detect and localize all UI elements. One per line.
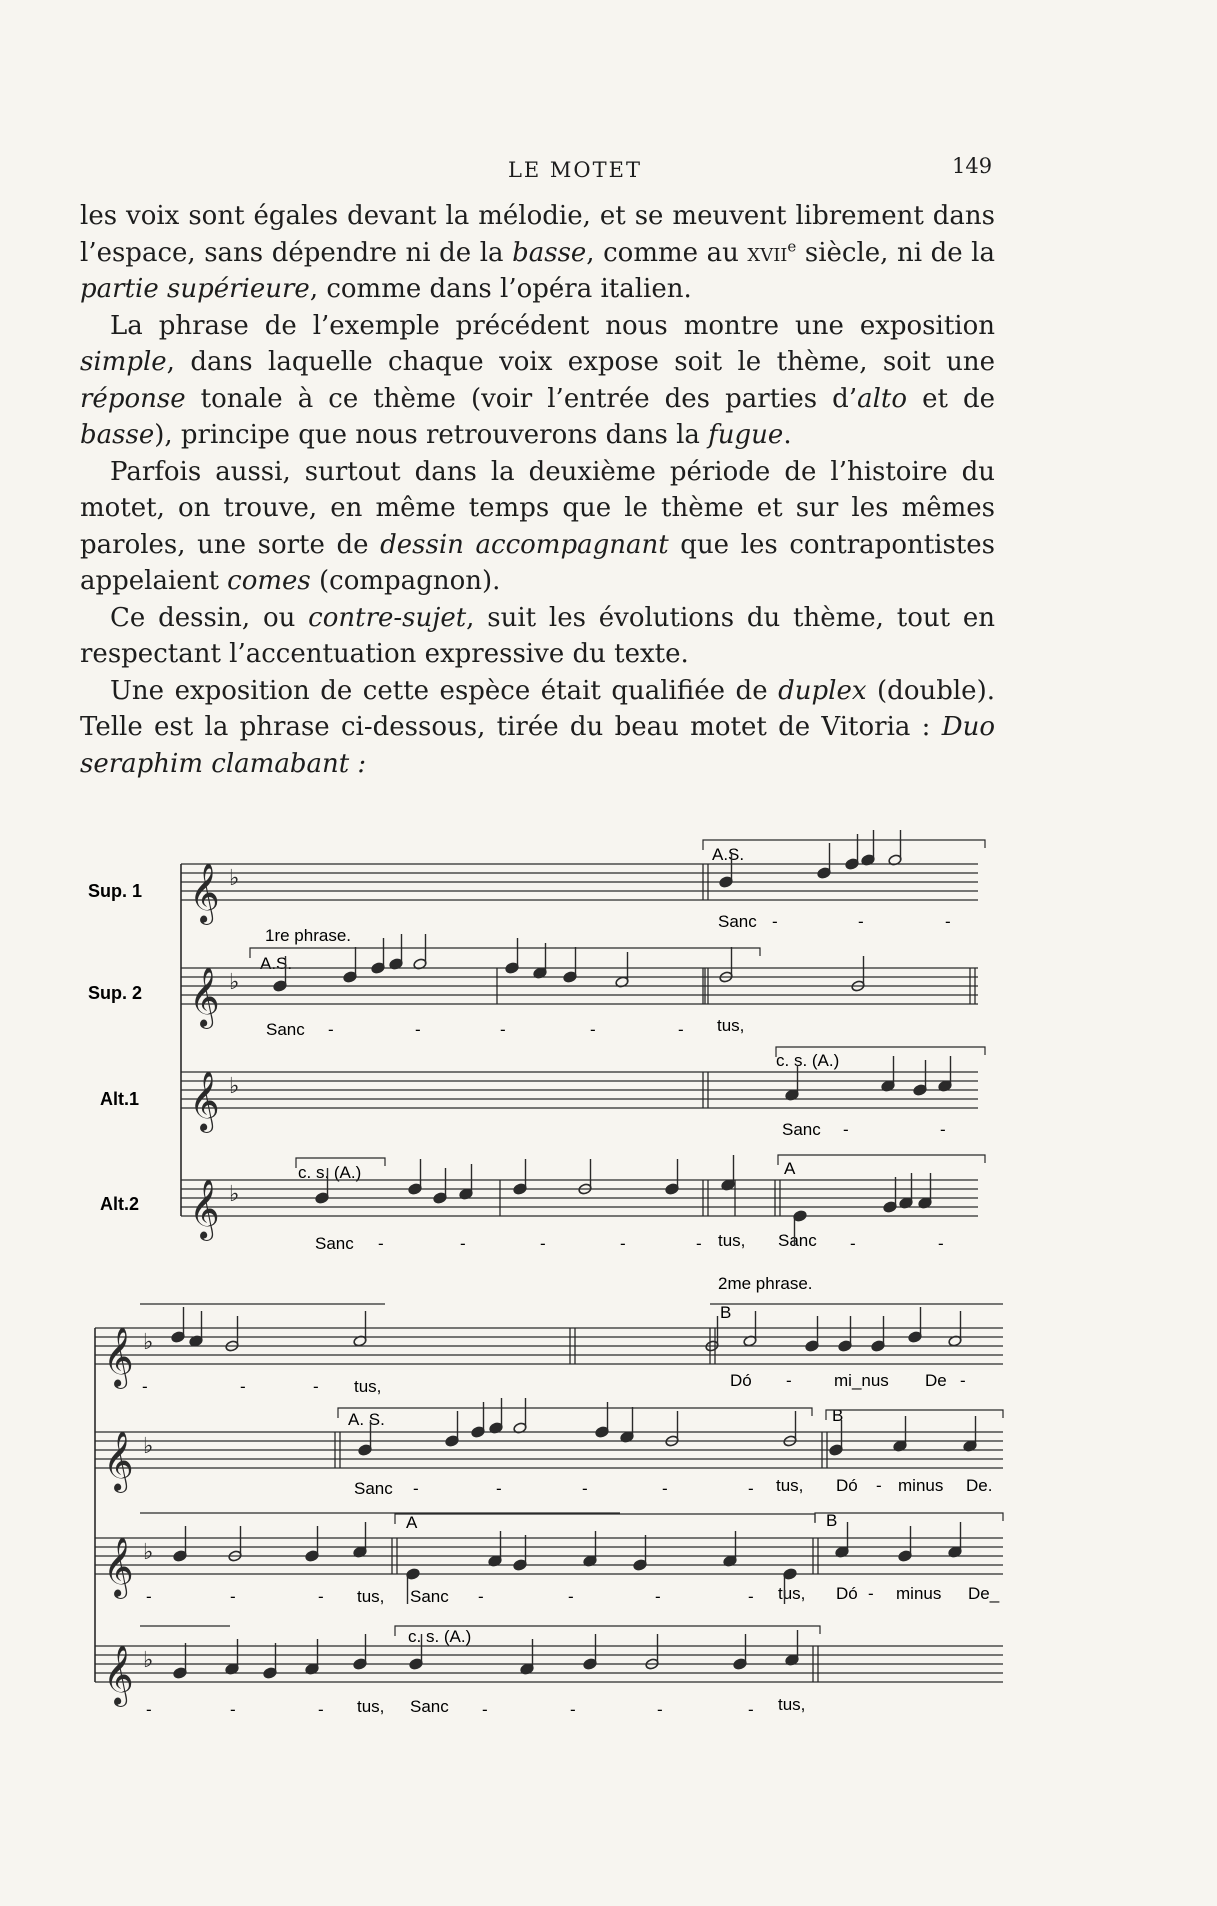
century-numeral: xvii [747,237,788,268]
lyric: - [482,1700,488,1719]
voice-label-alt1: Alt.1 [100,1089,140,1109]
lyric: - [415,1020,421,1039]
lyric: - [868,1584,874,1603]
lyric: - [582,1479,588,1498]
superscript: e [787,236,797,255]
text-run: Une exposition de cette espèce était qualifiée de [110,675,779,706]
lyric: De [925,1371,947,1390]
flat-sign: ♭ [229,970,240,995]
lyric: - [496,1479,502,1498]
italic-run: dessin accompagnant [380,529,669,560]
lyric: Dó [730,1371,752,1390]
lyric: - [378,1234,384,1253]
section-bracket [338,1408,812,1418]
lyric: - [696,1234,702,1253]
section-mark-a: A [784,1159,796,1178]
lyric: mi_nus [834,1371,889,1390]
lyric: - [772,912,778,931]
lyric: tus, [354,1377,382,1396]
italic-run: fugue [708,420,784,450]
phrase-mark-2: 2me phrase. [718,1274,813,1293]
lyric: - [850,1234,856,1253]
italic-run: simple [80,347,167,377]
section-mark-cs: c. s. (A.) [408,1627,472,1646]
lyric: - [318,1700,324,1719]
lyric: - [230,1700,236,1719]
italic-run: réponse [80,383,186,414]
flat-sign: ♭ [229,1074,240,1099]
page-number: 149 [952,154,993,178]
lyric: Sanc [778,1231,817,1250]
lyric: - [230,1587,236,1606]
flat-sign: ♭ [143,1330,154,1355]
lyric: - [662,1479,668,1498]
italic-run: partie supérieure [80,274,310,304]
lyric: - [657,1700,663,1719]
lyric: - [142,1377,148,1396]
lyric: tus, [718,1231,746,1250]
lyric: Dó [836,1476,858,1495]
treble-clef: 𝄞 [189,1071,220,1131]
flat-sign: ♭ [143,1648,154,1673]
lyric: - [540,1234,546,1253]
lyric: - [328,1020,334,1039]
treble-clef: 𝄞 [189,967,220,1027]
lyric: minus [898,1476,944,1495]
section-bracket [826,1410,1003,1420]
lyric: Sanc [315,1234,354,1253]
flat-sign: ♭ [143,1540,154,1565]
lyric: Sanc [410,1697,449,1716]
lyric: Dó [836,1584,858,1603]
phrase-mark-1: 1re phrase. [265,926,351,945]
lyric: - [500,1020,506,1039]
text-run: , comme au [586,237,748,268]
lyrics-system2-v3 [146,1584,1000,1606]
lyric: Sanc [782,1120,821,1139]
lyric: - [413,1479,419,1498]
text-run: et de [907,383,995,414]
treble-clef: 𝄞 [103,1645,134,1705]
lyric: - [313,1377,319,1396]
lyric: tus, [778,1695,806,1714]
lyric: - [843,1120,849,1139]
lyric: tus, [776,1476,804,1495]
lyric: - [748,1587,754,1606]
lyric: - [146,1700,152,1719]
italic-run: duplex [778,675,867,706]
text-run: . [783,420,792,450]
lyric: - [240,1377,246,1396]
lyrics-alt1 [782,1120,946,1139]
lyric: - [945,912,951,931]
lyrics-system2-v1 [142,1371,966,1396]
italic-run: comes [227,566,311,596]
lyric: - [460,1234,466,1253]
lyric: - [960,1371,966,1390]
lyrics-system2-v2 [354,1476,992,1498]
lyric: - [678,1020,684,1039]
italic-run: Duo seraphim clamabant : [80,712,995,779]
lyric: - [876,1476,882,1495]
treble-clef: 𝄞 [103,1537,134,1597]
lyric: De. [966,1476,993,1495]
voice-label-sup1: Sup. 1 [88,881,143,901]
italic-run: basse [80,420,155,450]
lyric: - [568,1587,574,1606]
score-drawing [95,830,1003,1707]
lyric: Sanc [718,912,757,931]
lyric: De_ [968,1584,1000,1603]
treble-clef: 𝄞 [189,863,220,923]
lyric: Sanc [410,1587,449,1606]
text-run: les voix sont égales devant la mélodie, et se meuvent librement dans l’espace, sans dépendre ni de la [80,201,995,268]
lyrics-sup1 [718,912,951,931]
section-bracket [250,948,760,958]
text-run: tonale à ce thème (voir l’entrée des parties d’ [185,383,858,414]
italic-run: contre-sujet [308,602,467,633]
lyric: tus, [778,1584,806,1603]
italic-run: alto [857,383,908,414]
section-bracket [703,840,985,850]
section-mark-b: B [720,1303,732,1322]
lyric: minus [896,1584,942,1603]
flat-sign: ♭ [143,1434,154,1459]
lyrics-system2-v4 [146,1695,805,1719]
lyric: - [748,1700,754,1719]
lyric: - [938,1234,944,1253]
text-run: , dans laquelle chaque voix expose soit le thème, soit une [166,347,995,377]
text-run: ), principe que nous retrouverons dans la [154,420,709,450]
lyric: - [786,1371,792,1390]
lyric: - [570,1700,576,1719]
lyric: - [318,1587,324,1606]
treble-clef: 𝄞 [103,1327,134,1387]
section-mark-cs: c. s. (A.) [776,1051,840,1070]
section-mark-as: A. S. [348,1410,385,1429]
lyrics-sup2 [266,1016,744,1039]
lyric: - [146,1587,152,1606]
text-run: que les contrapontistes appelaient [80,529,995,596]
italic-run: basse [512,237,587,268]
text-run: , comme dans l’opéra italien. [309,274,692,304]
lyric: - [748,1479,754,1498]
flat-sign: ♭ [229,1182,240,1207]
running-title: LE MOTET [507,158,642,182]
lyrics-alt2 [315,1231,944,1253]
text-run: Ce dessin, ou [110,602,309,633]
section-bracket [778,1155,985,1165]
lyric: tus, [357,1587,385,1606]
text-run: Parfois aussi, surtout dans la deuxième période de l’histoire du motet, on trouve, en même temps que le thème et sur les mêmes paroles, une sorte de [80,456,995,560]
voice-label-alt2: Alt.2 [100,1194,140,1214]
lyric: Sanc [266,1020,305,1039]
flat-sign: ♭ [229,866,240,891]
section-mark-a: A [406,1513,418,1532]
text-run: siècle, ni de la [796,237,995,268]
section-mark-cs: c. s. (A.) [298,1163,362,1182]
treble-clef: 𝄞 [189,1179,220,1239]
lyric: tus, [357,1697,385,1716]
text-run: (double). Telle est la phrase ci-dessous, tirée du beau motet de Vitoria : [80,675,995,742]
lyric: - [940,1120,946,1139]
text-run: (compagnon). [310,566,501,596]
lyric: - [655,1587,661,1606]
lyric: - [858,912,864,931]
section-mark-b: B [826,1511,838,1530]
section-bracket [395,1514,815,1524]
text-run: , suit les évolutions du thème, tout en respectant l’accentuation expressive du texte. [80,602,995,669]
text-run: La phrase de l’exemple précédent nous montre une exposition [110,310,995,341]
lyric: Sanc [354,1479,393,1498]
lyric: - [478,1587,484,1606]
lyric: tus, [717,1016,745,1035]
section-bracket [815,1513,1003,1523]
section-mark-b: B [832,1406,844,1425]
lyric: - [620,1234,626,1253]
section-mark-as: A.S. [712,845,745,864]
treble-clef: 𝄞 [103,1431,134,1491]
voice-label-sup2: Sup. 2 [88,983,143,1003]
section-mark-as: A.S. [260,954,293,973]
lyric: - [590,1020,596,1039]
